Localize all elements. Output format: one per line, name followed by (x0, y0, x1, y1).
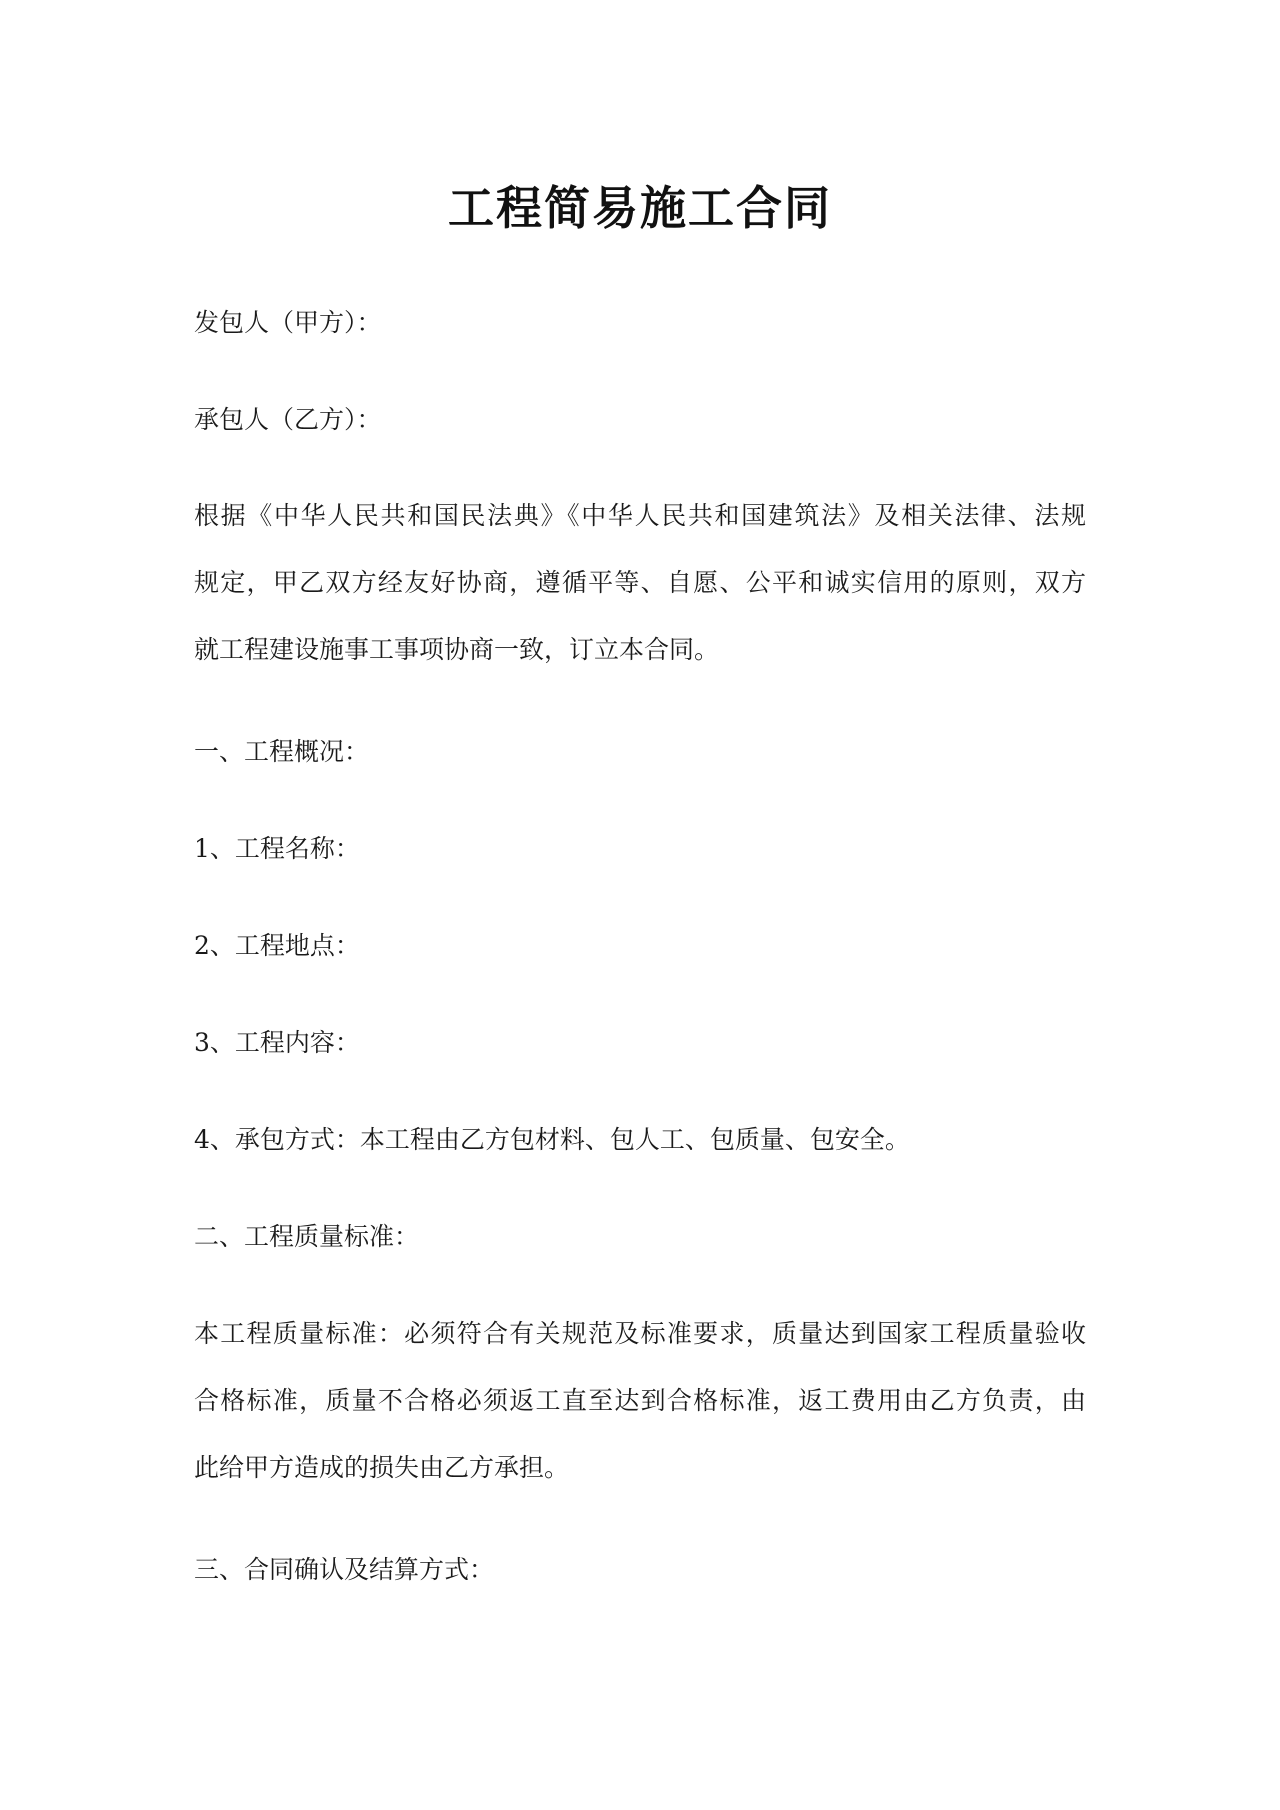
section-1-item: 4、承包方式：本工程由乙方包材料、包人工、包质量、包安全。 (194, 1125, 910, 1154)
section-1-item: 3、工程内容： (194, 1028, 360, 1057)
section-1-item: 2、工程地点： (194, 931, 360, 960)
section-2-line: 合格标准，质量不合格必须返工直至达到合格标准，返工费用由乙方负责，由 (194, 1386, 1086, 1415)
section-1-heading: 一、工程概况： (194, 737, 370, 766)
section-2-heading: 二、工程质量标准： (194, 1222, 420, 1251)
section-2-paragraph (194, 1317, 1086, 1518)
section-3-heading: 三、合同确认及结算方式： (194, 1555, 495, 1584)
preamble-line: 规定，甲乙双方经友好协商，遵循平等、自愿、公平和诚实信用的原则，双方 (194, 568, 1086, 597)
party-b-label: 承包人（乙方）： (194, 405, 382, 434)
contract-title: 工程简易施工合同 (448, 181, 832, 235)
section-1-item: 1、工程名称： (194, 834, 360, 863)
preamble-line: 根据《中华人民共和国民法典》《中华人民共和国建筑法》及相关法律、法规 (194, 501, 1086, 530)
party-a-label: 发包人（甲方）： (194, 308, 382, 337)
section-2-line: 此给甲方造成的损失由乙方承担。 (194, 1453, 570, 1482)
preamble-line: 就工程建设施事工事项协商一致，订立本合同。 (194, 635, 720, 664)
preamble-paragraph (194, 499, 1086, 700)
section-2-line: 本工程质量标准：必须符合有关规范及标准要求，质量达到国家工程质量验收 (194, 1319, 1086, 1348)
